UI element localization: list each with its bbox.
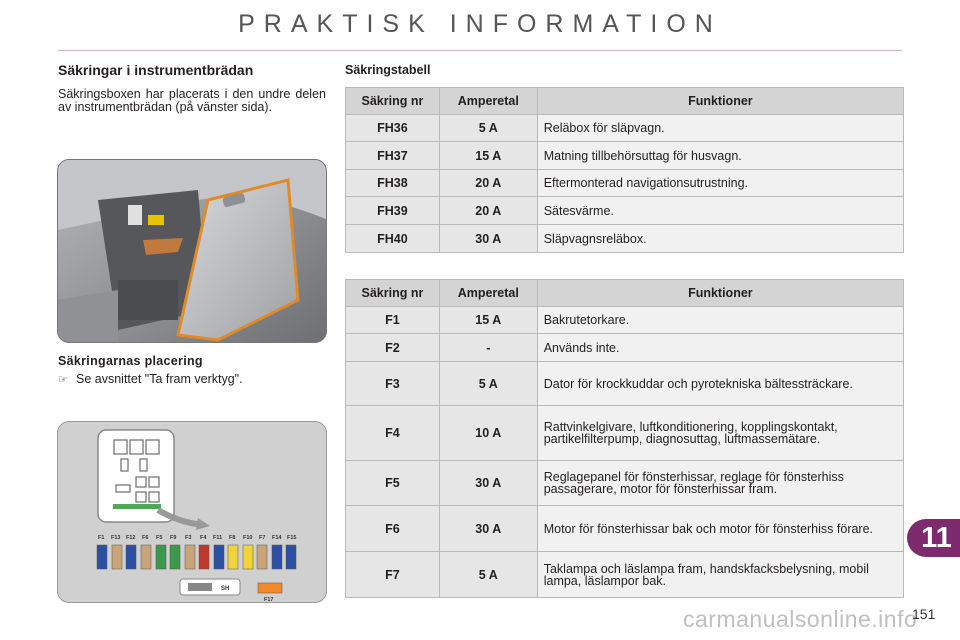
- diag-label: F15: [287, 535, 297, 541]
- header-divider: [58, 50, 902, 51]
- fuse-amp: 5 A: [439, 362, 537, 406]
- fuse: [272, 545, 282, 569]
- col-header: Säkring nr: [346, 88, 440, 115]
- fuse-function: Släpvagnsreläbox.: [537, 225, 903, 253]
- fuse-function: Bakrutetorkare.: [537, 307, 903, 334]
- table-row: [346, 461, 904, 506]
- table-row: [346, 362, 904, 406]
- table-row: [346, 307, 904, 334]
- fuse: [257, 545, 267, 569]
- table-row: [346, 225, 904, 253]
- diag-label: F10: [243, 535, 253, 541]
- fuse-function: Sätesvärme.: [537, 197, 903, 225]
- col-header: Funktioner: [537, 280, 903, 307]
- diag-label: F8: [229, 535, 236, 541]
- diag-label: F7: [259, 535, 266, 541]
- fuse-function: Reglagepanel för fönsterhissar, reglage för fönsterhiss passagerare, motor för fönsterhissar fram.: [537, 461, 903, 506]
- fuse-nr: F6: [346, 506, 440, 552]
- placement-note: [58, 372, 243, 386]
- fuse-nr: F3: [346, 362, 440, 406]
- fusebox-diagram: [57, 421, 327, 603]
- fuse-nr: FH36: [346, 115, 440, 142]
- fuse-nr: F7: [346, 552, 440, 598]
- fuse-amp: 5 A: [439, 552, 537, 598]
- fuse-table-1: [345, 87, 904, 253]
- fuse: [170, 545, 180, 569]
- diag-label: F11: [213, 535, 223, 541]
- fuse: [185, 545, 195, 569]
- diag-label: F1: [98, 535, 105, 541]
- col-header: Funktioner: [537, 88, 903, 115]
- fuse-nr: F5: [346, 461, 440, 506]
- page-number: 151: [912, 606, 936, 622]
- diag-label: F5: [156, 535, 163, 541]
- placement-title: Säkringarnas placering: [58, 354, 203, 368]
- fuse: [228, 545, 238, 569]
- table-row: [346, 334, 904, 362]
- fuse-nr: F2: [346, 334, 440, 362]
- fuse-amp: 30 A: [439, 225, 537, 253]
- fuse-nr: FH38: [346, 170, 440, 197]
- fuse: [286, 545, 296, 569]
- table-row: [346, 506, 904, 552]
- diag-f17-label: F17: [264, 597, 274, 603]
- fuse-nr: FH39: [346, 197, 440, 225]
- table-caption: Säkringstabell: [345, 63, 431, 77]
- fuse: [141, 545, 151, 569]
- fuse-function: Används inte.: [537, 334, 903, 362]
- fuse-function: Taklampa och läslampa fram, handskfacksbelysning, mobil lampa, läslampor bak.: [537, 552, 903, 598]
- chapter-tab[interactable]: 11: [907, 519, 960, 557]
- table-row: [346, 406, 904, 461]
- table-row: [346, 115, 904, 142]
- fuse-nr: F4: [346, 406, 440, 461]
- watermark: carmanualsonline.info: [683, 606, 918, 632]
- fuse-amp: -: [439, 334, 537, 362]
- table-row: [346, 170, 904, 197]
- fuse: [214, 545, 224, 569]
- fuse-nr: F1: [346, 307, 440, 334]
- fuse: [199, 545, 209, 569]
- diag-label: F4: [200, 535, 207, 541]
- diag-label: F9: [170, 535, 177, 541]
- page-title: PRAKTISK INFORMATION: [238, 10, 722, 38]
- table-row: [346, 552, 904, 598]
- col-header: Amperetal: [439, 280, 537, 307]
- col-header: Säkring nr: [346, 280, 440, 307]
- fuse-function: Rattvinkelgivare, luftkonditionering, kopplingskontakt, partikelfilterpump, diagnosuttag, luftmassemätare.: [537, 406, 903, 461]
- table-row: [346, 197, 904, 225]
- fuse-nr: FH40: [346, 225, 440, 253]
- table-header-row: [346, 280, 904, 307]
- fuse-function: Reläbox för släpvagn.: [537, 115, 903, 142]
- intro-text: Säkringsboxen har placerats i den undre delen av instrumentbrädan (på vänster sida).: [58, 87, 326, 114]
- fuse-amp: 20 A: [439, 197, 537, 225]
- table-row: [346, 142, 904, 170]
- fuse-amp: 5 A: [439, 115, 537, 142]
- fuse-amp: 10 A: [439, 406, 537, 461]
- fuse-function: Motor för fönsterhissar bak och motor för fönsterhiss förare.: [537, 506, 903, 552]
- fuse-function: Matning tillbehörsuttag för husvagn.: [537, 142, 903, 170]
- fuse: [97, 545, 107, 569]
- col-header: Amperetal: [439, 88, 537, 115]
- fuse: [126, 545, 136, 569]
- fuse-amp: 15 A: [439, 142, 537, 170]
- fuse-amp: 15 A: [439, 307, 537, 334]
- section-title: Säkringar i instrumentbrädan: [58, 62, 254, 78]
- fusebox-photo: [57, 159, 327, 343]
- fuse: [156, 545, 166, 569]
- diag-label: F13: [111, 535, 121, 541]
- fuse: [112, 545, 122, 569]
- diag-label: F14: [272, 535, 282, 541]
- placement-note-text: Se avsnittet "Ta fram verktyg".: [76, 372, 243, 386]
- pointer-icon: ☞: [58, 374, 68, 386]
- table-header-row: [346, 88, 904, 115]
- diag-sh-label: SH: [221, 586, 230, 592]
- fuse: [243, 545, 253, 569]
- fuse-table-2: [345, 279, 904, 598]
- diag-label: F6: [142, 535, 149, 541]
- diag-label: F12: [126, 535, 136, 541]
- fuse-function: Eftermonterad navigationsutrustning.: [537, 170, 903, 197]
- diag-label: F3: [185, 535, 192, 541]
- fuse-amp: 30 A: [439, 461, 537, 506]
- fuse-nr: FH37: [346, 142, 440, 170]
- fuse-amp: 30 A: [439, 506, 537, 552]
- fuse-amp: 20 A: [439, 170, 537, 197]
- fuse-function: Dator för krockkuddar och pyrotekniska bältessträckare.: [537, 362, 903, 406]
